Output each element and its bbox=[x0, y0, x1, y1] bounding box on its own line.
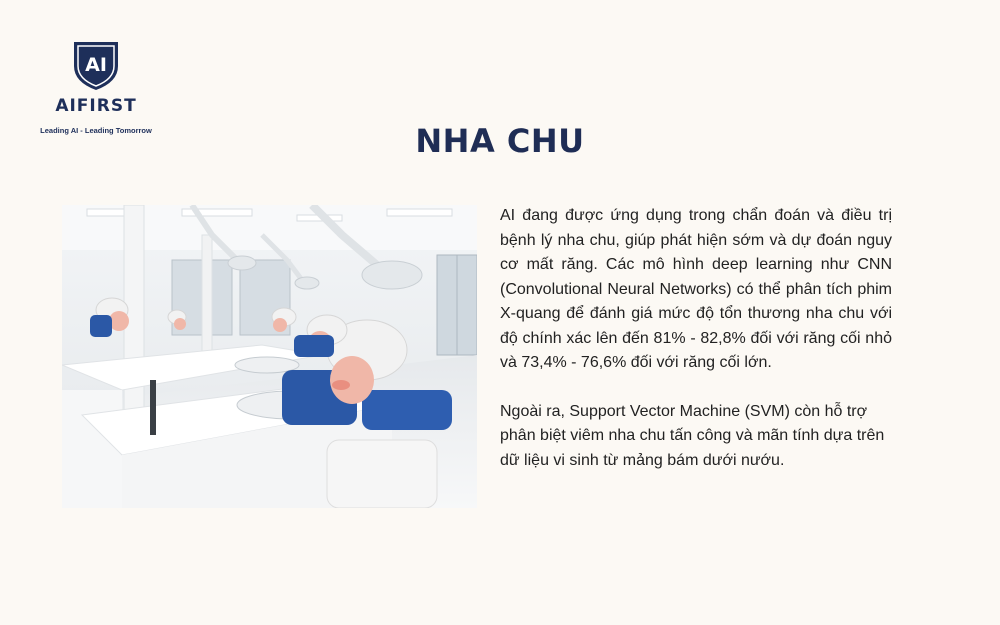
shield-logo-icon bbox=[68, 36, 124, 92]
body-paragraph-2: Ngoài ra, Support Vector Machine (SVM) còn hỗ trợ phân biệt viêm nha chu tấn công và mãn tính dựa trên dữ liệu vi sinh từ mảng bám dưới nướu. bbox=[500, 402, 885, 469]
brand-tagline: Leading AI - Leading Tomorrow bbox=[40, 126, 152, 135]
dental-lab-photo bbox=[62, 205, 477, 508]
logo-mark-text: AI bbox=[85, 54, 107, 76]
brand-name: AIFIRST bbox=[55, 96, 137, 116]
body-text bbox=[500, 204, 892, 473]
body-paragraph-1: AI đang được ứng dụng trong chẩn đoán và điều trị bệnh lý nha chu, giúp phát hiện sớm và dự đoán nguy cơ mất răng. Các mô hình deep learning như CNN (Convolutional Neural Networks) có thể phân tích phim X-quang để đánh giá mức độ tổn thương nha chu với độ chính xác lên đến 81% - 82,8% đối với răng cối nhỏ và 73,4% - 76,6% đối với răng cối lớn. bbox=[500, 207, 892, 371]
page-title: NHA CHU bbox=[415, 122, 585, 160]
brand-logo bbox=[30, 36, 162, 135]
